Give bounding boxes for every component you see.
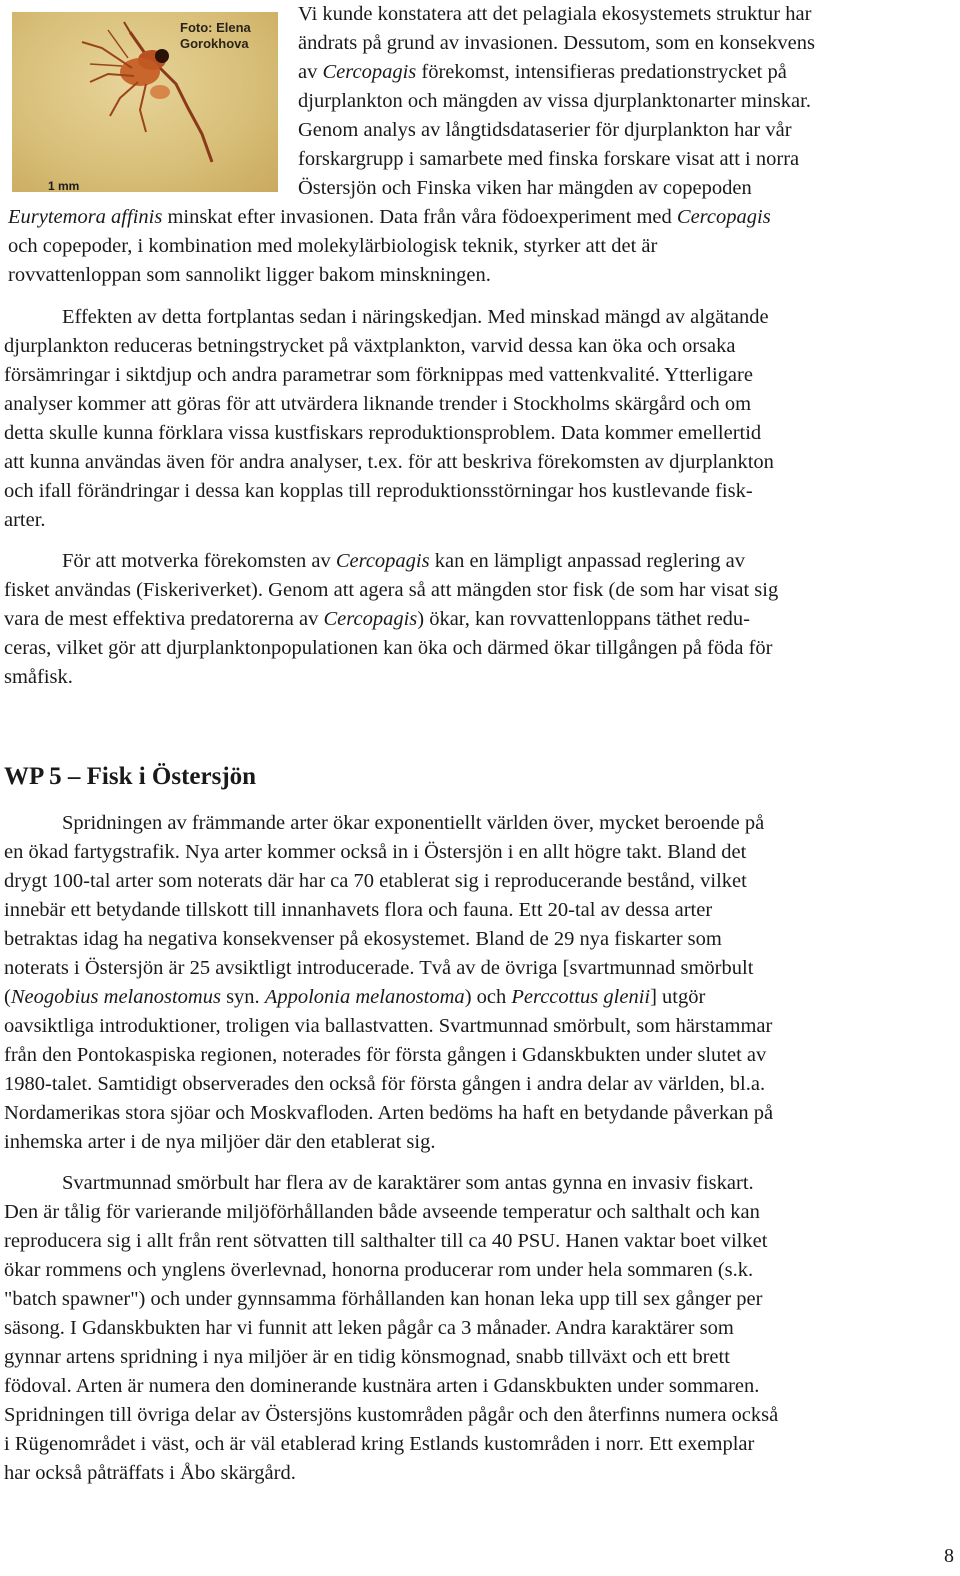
- text-line: Genom analys av långtidsdataserier för djurplankton har vår: [298, 119, 792, 141]
- text-line: säsong. I Gdanskbukten har vi funnit att leken pågår ca 3 månader. Andra karaktärer som: [4, 1317, 734, 1339]
- text-line: och copepoder, i kombination med molekylärbiologisk teknik, styrker att det är: [8, 235, 658, 257]
- text-line: och ifall förändringar i dessa kan kopplas till reproduktionsstörningar hos kustlevande fisk-: [4, 480, 753, 502]
- text-line: av Cercopagis förekomst, intensifieras predationstrycket på: [298, 61, 787, 83]
- text-line: födoval. Arten är numera den dominerande kustnära arten i Gdanskbukten under sommaren.: [4, 1375, 760, 1397]
- text-line: För att motverka förekomsten av Cercopagis kan en lämpligt anpassad reglering av: [62, 550, 745, 572]
- text-line: betraktas idag ha negativa konsekvenser på ekosystemet. Bland de 29 nya fiskarter som: [4, 928, 722, 950]
- text-line: småfisk.: [4, 666, 73, 688]
- text-line: en ökad fartygstrafik. Nya arter kommer också in i Östersjön i en allt högre takt. Bland det: [4, 841, 747, 863]
- text-line: (Neogobius melanostomus syn. Appolonia melanostoma) och Perccottus glenii] utgör: [4, 986, 706, 1008]
- text-line: har också påträffats i Åbo skärgård.: [4, 1462, 296, 1484]
- text-line: ändrats på grund av invasionen. Dessutom, som en konsekvens: [298, 32, 815, 54]
- text-line: försämringar i siktdjup och andra parametrar som förknippas med vattenkvalité. Ytterligare: [4, 364, 753, 386]
- text-line: vara de mest effektiva predatorerna av Cercopagis) ökar, kan rovvattenloppans täthet redu-: [4, 608, 751, 630]
- text-line: Den är tålig för varierande miljöförhållanden både avseende temperatur och salthalt och kan: [4, 1201, 760, 1223]
- text-line: Östersjön och Finska viken har mängden av copepoden: [298, 177, 752, 199]
- text-line: från den Pontokaspiska regionen, noterades för första gången i Gdanskbukten under slutet av: [4, 1044, 767, 1066]
- page-number: 8: [944, 1545, 954, 1567]
- text-line: rovvattenloppan som sannolikt ligger bakom minskningen.: [8, 264, 491, 286]
- text-line: detta skulle kunna förklara vissa kustfiskars reproduktionsproblem. Data kommer emellertid: [4, 422, 762, 444]
- text-line: reproducera sig i allt från rent sötvatten till salthalter till ca 40 PSU. Hanen vaktar boet vilket: [4, 1230, 768, 1252]
- text-line: ceras, vilket gör att djurplanktonpopulationen kan öka och därmed ökar tillgången på föda för: [4, 637, 773, 659]
- text-line: i Rügenområdet i väst, och är väl etablerad kring Estlands kustområden i norr. Ett exemplar: [4, 1433, 755, 1455]
- text-line: ökar rommens och ynglens överlevnad, honorna producerar rom under hela sommaren (s.k.: [4, 1259, 754, 1281]
- text-line: innebär ett betydande tillskott till innanhavets flora och fauna. Ett 20-tal av dessa arter: [4, 899, 713, 921]
- text-line: fisket användas (Fiskeriverket). Genom att agera så att mängden stor fisk (de som har visat sig: [4, 579, 779, 601]
- text-line: inhemska arter i de nya miljöer där den etablerat sig.: [4, 1131, 436, 1153]
- text-line: noterats i Östersjön är 25 avsiktligt introducerade. Två av de övriga [svartmunnad smörbult: [4, 957, 754, 979]
- text-line: Eurytemora affinis minskat efter invasionen. Data från våra födoexperiment med Cercopagis: [8, 206, 771, 228]
- text-line: gynnar artens spridning i nya miljöer är en tidig könsmognad, snabb tillväxt och ett brett: [4, 1346, 730, 1368]
- text-line: 1980-talet. Samtidigt observerades den också för första gången i andra delar av världen, bl.a.: [4, 1073, 766, 1095]
- text-line: analyser kommer att göras för att utvärdera liknande trender i Stockholms skärgård och om: [4, 393, 752, 415]
- text-line: Effekten av detta fortplantas sedan i näringskedjan. Med minskad mängd av algätande: [62, 306, 769, 328]
- text-line: Vi kunde konstatera att det pelagiala ekosystemets struktur har: [298, 3, 812, 25]
- text-line: arter.: [4, 509, 46, 531]
- text-line: djurplankton reduceras betningstrycket på växtplankton, varvid dessa kan öka och orsaka: [4, 335, 736, 357]
- text-line: drygt 100-tal arter som noterats där har ca 70 etablerat sig i reproducerande bestånd, vilket: [4, 870, 747, 892]
- scale-bar-label: 1 mm: [48, 179, 80, 192]
- cercopagis-photo: [12, 12, 278, 192]
- section-heading: WP 5 – Fisk i Östersjön: [4, 763, 257, 790]
- text-line: djurplankton och mängden av vissa djurplanktonarter minskar.: [298, 90, 811, 112]
- text-line: oavsiktliga introduktioner, troligen via ballastvatten. Svartmunnad smörbult, som härstammar: [4, 1015, 773, 1037]
- text-line: Spridningen av främmande arter ökar exponentiellt världen över, mycket beroende på: [62, 812, 765, 834]
- text-line: att kunna användas även för andra analyser, t.ex. för att beskriva förekomsten av djurplankton: [4, 451, 774, 473]
- text-line: forskargrupp i samarbete med finska forskare visat att i norra: [298, 148, 800, 170]
- text-line: Spridningen till övriga delar av Östersjöns kustområden pågår och den återfinns numera också: [4, 1404, 779, 1426]
- photo-credit: Foto: Elena Gorokhova: [180, 20, 251, 51]
- text-line: Nordamerikas stora sjöar och Moskvafloden. Arten bedöms ha haft en betydande påverkan på: [4, 1102, 774, 1124]
- text-line: Svartmunnad smörbult har flera av de karaktärer som antas gynna en invasiv fiskart.: [62, 1172, 754, 1194]
- text-line: "batch spawner") och under gynnsamma förhållanden kan honan leka upp till sex gånger per: [4, 1288, 763, 1310]
